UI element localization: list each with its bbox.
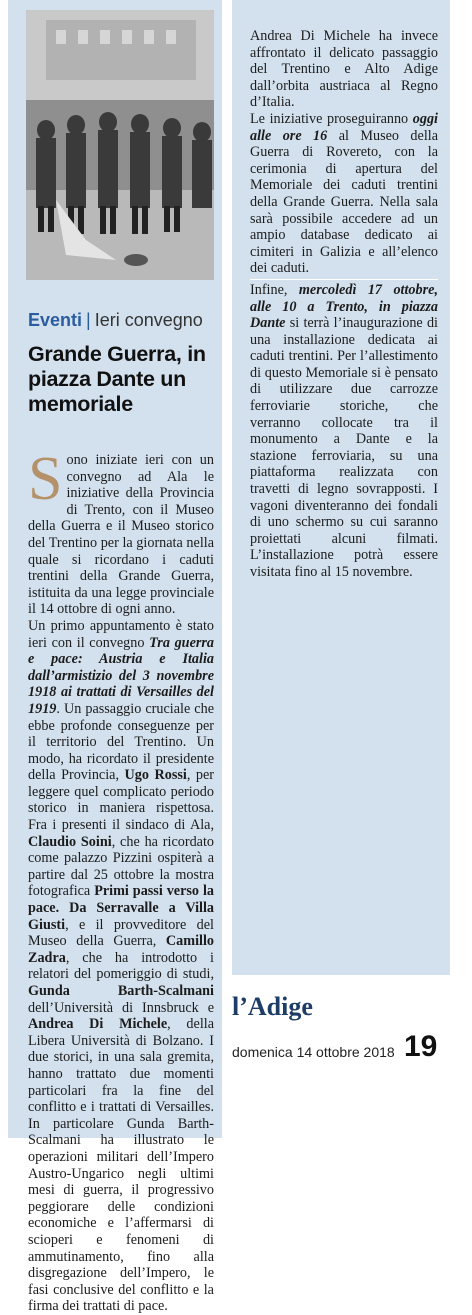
issue-date: domenica 14 ottobre 2018 xyxy=(232,1044,395,1060)
section-label xyxy=(28,310,203,331)
text: Un primo appuntamento è stato ieri con il convegno xyxy=(28,617,214,651)
newspaper-masthead: l’Adige xyxy=(232,992,313,1021)
paragraph-convegno xyxy=(28,618,214,1315)
event-time-trento: mercoledì 17 ottobre, alle 10 a Trento, in piazza Dante xyxy=(250,281,438,332)
conference-title: Tra guerra e pace: Austria e Italia dall’armistizio del 3 novembre 1918 ai trattati di Versailles del 1919 xyxy=(28,634,215,717)
text: Infine, xyxy=(250,281,299,298)
text: Le iniziative proseguiranno xyxy=(250,110,413,127)
text: , per leggere quel complicato periodo storico in maniera rispettosa. Fra i presenti il sindaco di Ala, xyxy=(28,767,214,834)
text: si terrà l’inaugurazione di una installazione dedicata ai caduti trentini. Per l’allestimento di questo Memoriale si è pensato di utilizzare due carrozze ferroviarie storiche, che verranno collocate tra il monumento a Dante e la stazione ferroviaria, su una piattaforma realizzata con travetti di legno sovrapposti. I vagoni diventeranno dei fondali di uno schermo su cui saranno proiettati alcuni filmati. L’installazione potrà essere visitata fino al 15 novembre. xyxy=(250,315,438,580)
event-time-today: oggi alle ore 16 xyxy=(250,110,438,144)
person-ugo-rossi: Ugo Rossi xyxy=(124,767,187,784)
text: dell’Università di Innsbruck e xyxy=(28,999,214,1016)
paragraph-di-michele: Andrea Di Michele ha invece affrontato il delicato passaggio del Trentino e Alto Adige dall’orbita austriaca al Regno d’Italia. xyxy=(250,28,438,111)
article-column-2 xyxy=(250,28,438,581)
text: , che ha introdotto i relatori del pomeriggio di studi, xyxy=(28,949,214,983)
article-headline: Grande Guerra, in piazza Dante un memoriale xyxy=(28,342,206,416)
person-gunda-barth-scalmani: Gunda Barth-Scalmani xyxy=(28,983,214,999)
article-photo xyxy=(26,10,214,280)
category-separator: | xyxy=(86,310,91,330)
person-camillo-zadra: Camillo Zadra xyxy=(28,933,214,966)
text: , che ha ricordato come palazzo Pizzini ospiterà a partire dal 25 ottobre la mostra fotografica xyxy=(28,833,214,900)
text: . Un passaggio cruciale che ebbe profonde conseguenze per il territorio del Trentino. Un modo, ha ricordato il presidente della Provincia, xyxy=(28,700,214,784)
paragraph-intro xyxy=(28,445,214,618)
exhibition-title: Primi passi verso la pace. Da Serravalle a Villa Giusti xyxy=(28,883,214,933)
drop-cap: S xyxy=(28,445,63,513)
text: , e il provveditore del Museo della Guerra, xyxy=(28,916,214,950)
paragraph-trento xyxy=(250,282,438,581)
person-andrea-di-michele: Andrea Di Michele xyxy=(28,1016,168,1033)
historical-photo-soldiers-icon xyxy=(26,10,214,280)
article-column-1 xyxy=(28,445,215,1315)
text: al Museo della Guerra di Rovereto, con la cerimonia di apertura del Memoriale dei caduti trentini della Grande Guerra. Nella sala sarà possibile accedere ad un ampio database dedicato ai cimiteri in Galizia e all’elenco dei caduti. xyxy=(250,127,438,277)
text: , della Libera Università di Bolzano. I due storici, in una sala gremita, hanno trattato due momenti particolari fra la fine del conflitto e i trattati di Versailles. In particolare Gunda Barth-Scalmani ha illustrato le operazioni militari dell’Impero Austro-Ungarico negli ultimi mesi di guerra, il progressivo peggiorare delle condizioni economiche e l’affermarsi di scioperi e fenomeni di ammutinamento, fino alla disgregazione dell’Impero, le fasi conclusive del conflitto e la firma dei trattati di pace. xyxy=(28,1016,214,1315)
category-sub: Ieri convegno xyxy=(94,310,203,330)
divider xyxy=(250,279,438,280)
paragraph-text: ono iniziate ieri con un convegno ad Ala le iniziative della Provincia di Trento, con il Museo della Guerra e il Museo storico del Trentino per la giornata nella quale si ricordano i caduti trentini della Grande Guerra, istituita da una legge provinciale il 14 ottobre di ogni anno. xyxy=(28,452,214,618)
person-claudio-soini: Claudio Soini xyxy=(28,833,112,850)
paragraph-rovereto xyxy=(250,111,438,277)
page-number: 19 xyxy=(404,1030,438,1063)
category-main: Eventi xyxy=(28,310,83,330)
